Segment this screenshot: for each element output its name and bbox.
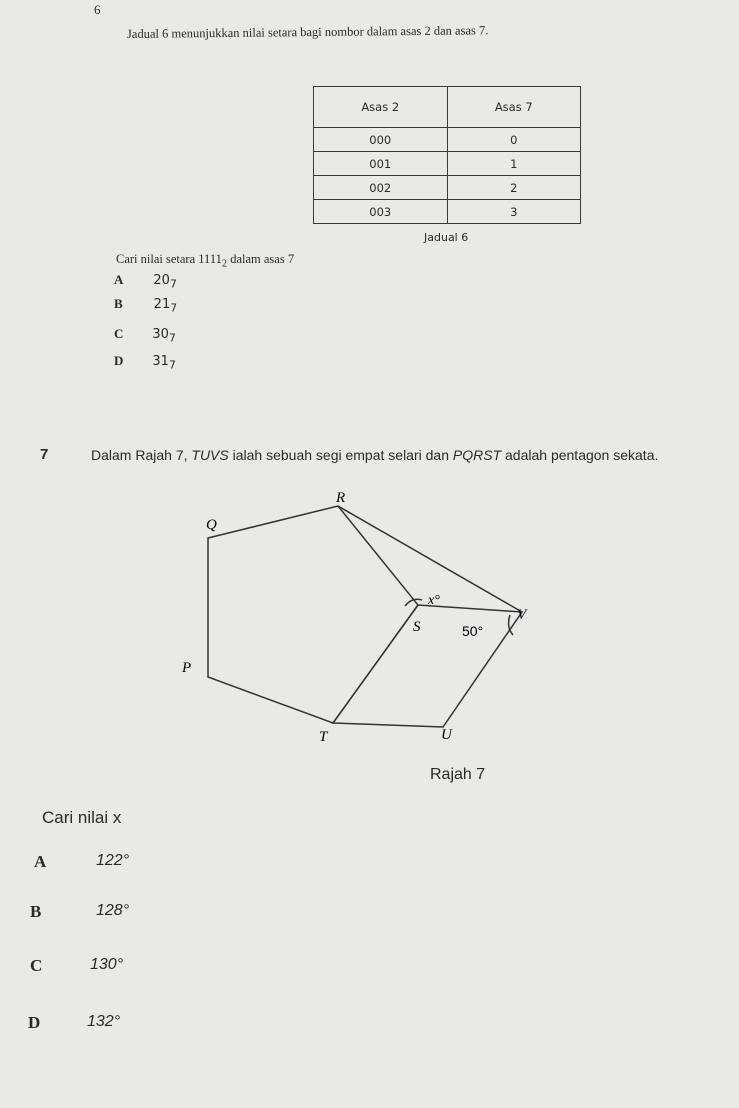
option-base: 7 <box>170 301 178 315</box>
option-letter: A <box>114 272 124 287</box>
table-cell: 1 <box>447 152 581 176</box>
parallelogram-tuvs <box>333 605 522 727</box>
q6-number: 6 <box>94 2 101 17</box>
vertex-p: P <box>182 660 192 676</box>
q7-option-a[interactable] <box>34 852 130 872</box>
table-cell: 003 <box>314 200 448 224</box>
angle-x-label: x° <box>428 593 440 608</box>
q7-stem-pqrst: PQRST <box>452 447 502 463</box>
option-value: 128° <box>96 902 130 919</box>
option-letter: B <box>30 902 42 921</box>
table-header-base2: Asas 2 <box>314 87 448 128</box>
q6-question-suffix: dalam asas 7 <box>227 252 295 266</box>
option-base: 7 <box>169 277 177 291</box>
vertex-r: R <box>336 490 346 506</box>
q7-question: Cari nilai x <box>42 808 122 827</box>
q6-question-prefix: Cari nilai setara 1111 <box>116 252 222 266</box>
vertex-t: T <box>319 729 328 745</box>
q7-stem-part: adalah pentagon sekata. <box>501 447 659 463</box>
q7-stem-part: ialah sebuah segi empat selari dan <box>228 447 453 463</box>
table-cell: 3 <box>447 200 581 224</box>
option-number: 31 <box>152 354 169 369</box>
option-letter: D <box>114 353 124 368</box>
table-header-base7: Asas 7 <box>447 87 581 128</box>
table-cell: 001 <box>314 152 448 176</box>
option-value: 132° <box>87 1013 121 1030</box>
q7-number: 7 <box>40 446 49 463</box>
figure-caption: Rajah 7 <box>430 766 486 783</box>
vertex-s: S <box>413 619 421 635</box>
table-6-caption: Jadual 6 <box>424 231 469 244</box>
pentagon-pqrst <box>208 506 418 723</box>
table-cell: 2 <box>447 176 581 200</box>
option-letter: C <box>30 956 43 975</box>
table-cell: 000 <box>314 128 448 152</box>
q7-option-b[interactable] <box>30 902 130 922</box>
q6-question-subscript: 2 <box>221 258 228 270</box>
option-letter: A <box>34 852 47 871</box>
vertex-v: V <box>517 607 527 623</box>
option-value: 122° <box>96 852 130 869</box>
option-value: 130° <box>90 956 124 973</box>
q7-option-c[interactable] <box>30 956 124 976</box>
table-cell: 0 <box>447 128 581 152</box>
option-base: 7 <box>168 331 176 345</box>
option-letter: D <box>28 1013 41 1032</box>
option-number: 21 <box>153 297 171 312</box>
option-number: 30 <box>152 327 169 342</box>
table-cell: 002 <box>314 176 448 200</box>
option-number: 20 <box>153 273 170 288</box>
option-letter: B <box>114 296 123 311</box>
vertex-q: Q <box>206 517 217 533</box>
angle-50-label: 50° <box>462 623 484 639</box>
option-letter: C <box>114 326 124 341</box>
q7-stem-tuvs: TUVS <box>191 447 229 463</box>
option-base: 7 <box>168 358 176 372</box>
q6-stem: Jadual 6 menunjukkan nilai setara bagi nombor dalam asas 2 dan asas 7. <box>126 23 489 41</box>
q7-stem-part: Dalam Rajah 7, <box>91 447 192 463</box>
vertex-u: U <box>441 727 452 743</box>
q7-option-d[interactable] <box>28 1013 121 1033</box>
